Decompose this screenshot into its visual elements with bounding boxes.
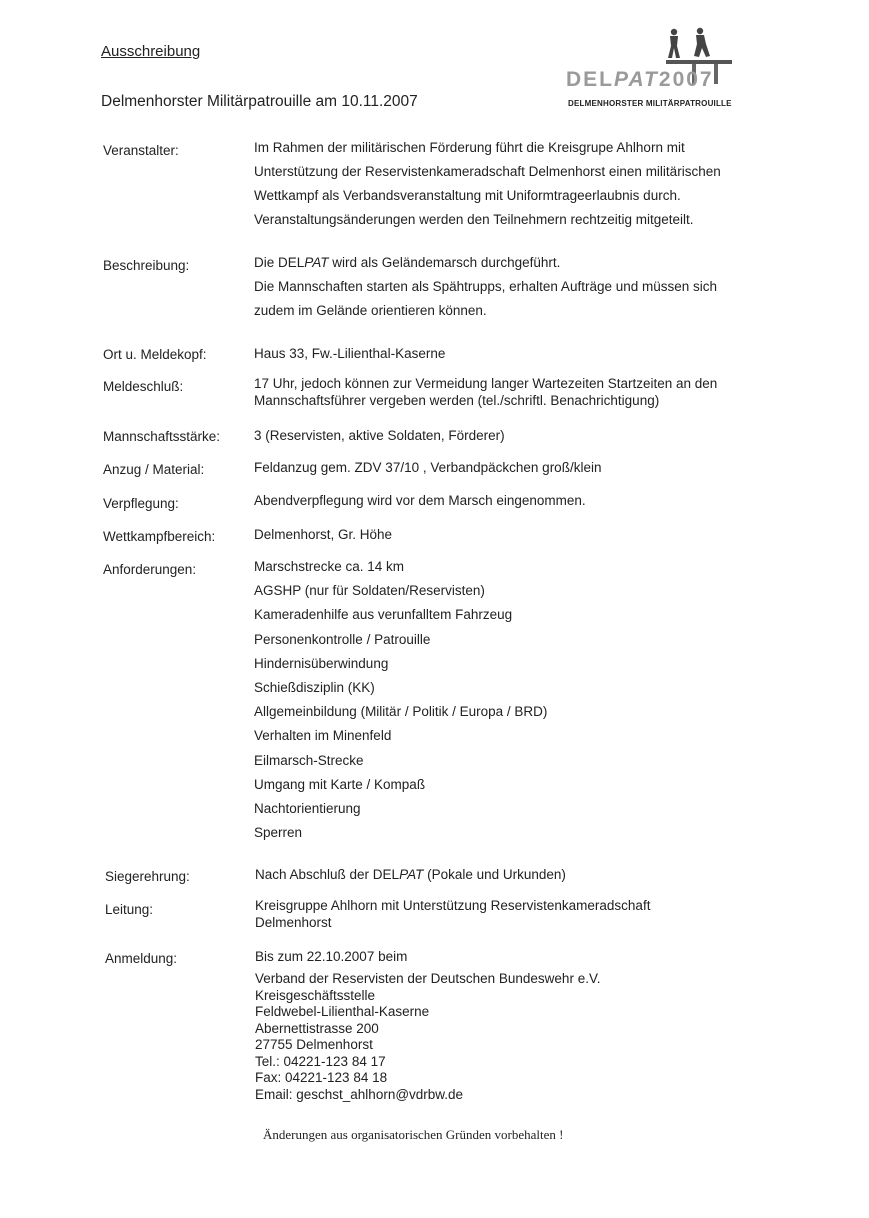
value-leitung [255, 898, 650, 931]
label-veranstalter: Veranstalter: [103, 143, 179, 158]
value-siegerehrung [255, 867, 566, 882]
list-item: Allgemeinbildung (Militär / Politik / Europa / BRD) [254, 704, 548, 720]
value-beschreibung [254, 251, 717, 323]
label-ort: Ort u. Meldekopf: [103, 347, 207, 362]
address-line: Email: geschst_ahlhorn@vdrbw.de [255, 1086, 464, 1102]
list-item: Sperren [254, 825, 303, 841]
logo-wordmark [566, 68, 714, 92]
document-subtitle: Delmenhorster Militärpatrouille am 10.11.2007 [101, 93, 418, 110]
list-item: AGSHP (nur für Soldaten/Reservisten) [254, 583, 485, 599]
list-item: Marschstrecke ca. 14 km [254, 559, 405, 574]
footer-note: Änderungen aus organisatorischen Gründen vorbehalten ! [263, 1127, 564, 1142]
text-segment: Die DEL [254, 255, 305, 270]
address-line: Verband der Reservisten der Deutschen Bundeswehr e.V. [255, 971, 601, 986]
text-segment: wird als Geländemarsch durchgeführt. [328, 255, 561, 270]
label-anzug: Anzug / Material: [103, 462, 205, 477]
label-siegerehrung: Siegerehrung: [105, 869, 190, 884]
label-meldeschluss: Meldeschluß: [103, 379, 184, 394]
logo-pat: PAT [614, 68, 659, 91]
text-line: Mannschaftsführer vergeben werden (tel./schriftl. Benachrichtigung) [254, 392, 660, 408]
list-item: Personenkontrolle / Patrouille [254, 631, 431, 647]
list-item: Verhalten im Minenfeld [254, 728, 392, 744]
list-item: Umgang mit Karte / Kompaß [254, 776, 426, 792]
address-line: 27755 Delmenhorst [255, 1037, 373, 1052]
address-line: Feldwebel-Lilienthal-Kaserne [255, 1004, 430, 1019]
delpat-logo [560, 26, 750, 116]
text-segment: PAT [399, 867, 424, 882]
label-anforderungen: Anforderungen: [103, 562, 197, 577]
label-staerke: Mannschaftsstärke: [103, 429, 221, 444]
address-line: Fax: 04221-123 84 18 [255, 1070, 388, 1085]
text-line: Veranstaltungsänderungen werden den Teilnehmern rechtzeitig mitgeteilt. [254, 212, 694, 227]
list-item: Kameradenhilfe aus verunfalltem Fahrzeug [254, 607, 513, 623]
value-anmeldung-deadline: Bis zum 22.10.2007 beim [255, 949, 408, 964]
address-line: Abernettistrasse 200 [255, 1020, 379, 1036]
list-item: Eilmarsch-Strecke [254, 752, 364, 768]
text-line: zudem im Gelände orientieren können. [254, 303, 487, 318]
label-bereich: Wettkampfbereich: [103, 529, 216, 544]
text-segment: Nach Abschluß der DEL [255, 867, 400, 882]
list-anforderungen [254, 555, 547, 845]
list-item: Nachtorientierung [254, 800, 361, 816]
text-segment: (Pokale und Urkunden) [423, 867, 566, 882]
list-item: Schießdisziplin (KK) [254, 679, 375, 695]
text-segment: PAT [304, 255, 329, 270]
text-line [254, 251, 717, 275]
document-title: Ausschreibung [101, 43, 201, 60]
address-line: Tel.: 04221-123 84 17 [255, 1053, 386, 1069]
logo-tagline: DELMENHORSTER MILITÄRPATROUILLE [568, 99, 732, 108]
logo-year: 2007 [658, 68, 714, 91]
anmeldung-address [255, 971, 600, 1103]
value-anzug: Feldanzug gem. ZDV 37/10 , Verbandpäckchen groß/klein [254, 460, 602, 475]
list-item: Hindernisüberwindung [254, 655, 389, 671]
address-line: Kreisgeschäftsstelle [255, 987, 376, 1003]
text-line: Wettkampf als Verbandsveranstaltung mit Uniformtrageerlaubnis durch. [254, 188, 681, 203]
text-line: Unterstützung der Reservistenkameradschaft Delmenhorst einen militärischen [254, 164, 721, 179]
value-bereich: Delmenhorst, Gr. Höhe [254, 527, 393, 542]
label-anmeldung: Anmeldung: [105, 951, 178, 966]
text-line: Delmenhorst [255, 914, 332, 930]
text-line: Kreisgruppe Ahlhorn mit Unterstützung Reservistenkameradschaft [255, 898, 651, 913]
text-line: Im Rahmen der militärischen Förderung führt die Kreisgrupe Ahlhorn mit [254, 140, 685, 155]
text-line: 17 Uhr, jedoch können zur Vermeidung langer Wartezeiten Startzeiten an den [254, 376, 718, 391]
label-beschreibung: Beschreibung: [103, 258, 190, 273]
label-leitung: Leitung: [105, 902, 154, 917]
text-line: Die Mannschaften starten als Spähtrupps, erhalten Aufträge und müssen sich [254, 279, 718, 294]
value-staerke: 3 (Reservisten, aktive Soldaten, Förderer) [254, 428, 505, 443]
value-verpflegung: Abendverpflegung wird vor dem Marsch eingenommen. [254, 493, 586, 508]
value-meldeschluss [254, 376, 717, 409]
label-verpflegung: Verpflegung: [103, 496, 179, 511]
logo-del: DEL [566, 68, 614, 91]
value-veranstalter [254, 136, 721, 232]
value-ort: Haus 33, Fw.-Lilienthal-Kaserne [254, 346, 446, 361]
